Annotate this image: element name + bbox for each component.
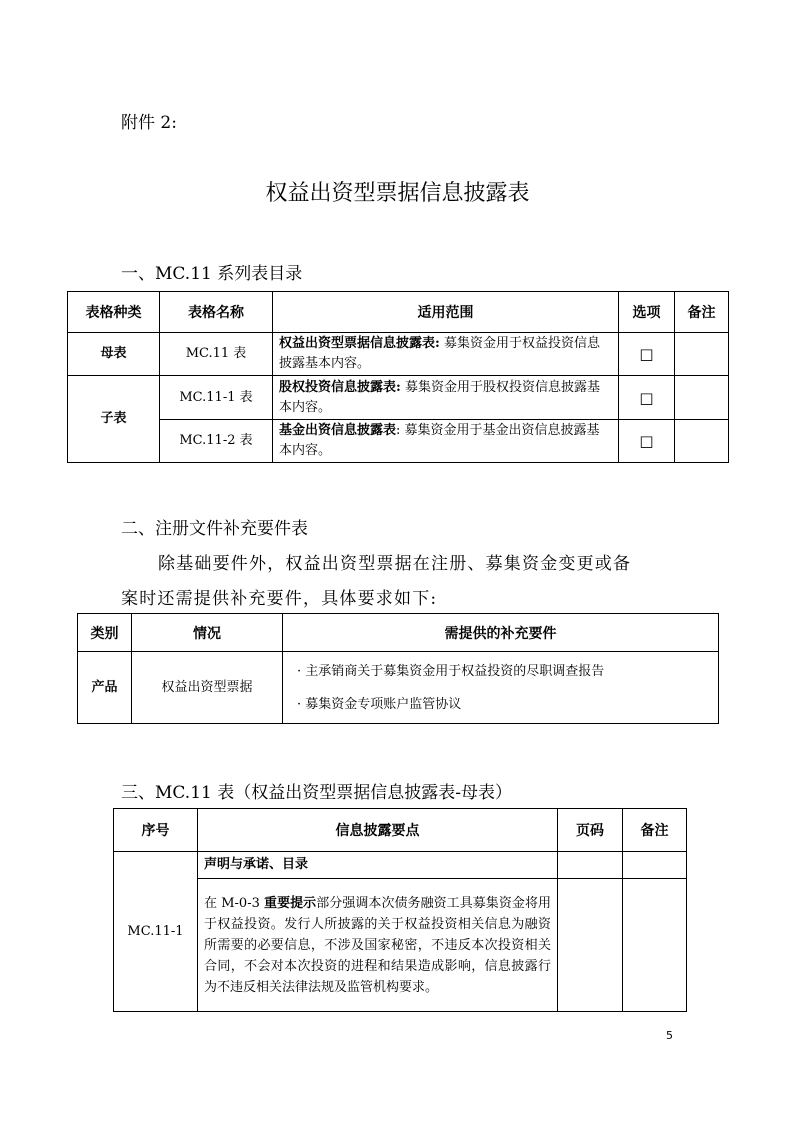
catalog-row	[68, 420, 729, 463]
catalog-header-scope: 适用范围	[273, 292, 619, 333]
catalog-header-row	[68, 292, 729, 333]
disclosure-header-page: 页码	[558, 809, 623, 852]
catalog-scope-text: : 募集资金用于基金出资信息披露基本内容。	[279, 423, 600, 458]
catalog-row	[68, 333, 729, 376]
supplement-situation: 权益出资型票据	[132, 652, 283, 724]
disclosure-number: MC.11-1	[114, 852, 198, 1012]
requirement-item: · 主承销商关于募集资金用于权益投资的尽职调查报告	[297, 663, 605, 679]
catalog-option-checkbox[interactable]: □	[619, 420, 675, 463]
catalog-scope	[273, 376, 619, 420]
catalog-form-name: MC.11 表	[160, 333, 273, 376]
supplement-table	[77, 613, 719, 724]
disclosure-point-post: 部分强调本次债务融资工具募集资金将用于权益投资。发行人所披露的关于权益投资相关信息为融资所需要的必要信息，不涉及国家秘密，不违反本次投资相关合同，不会对本次投资的进程和结果造成影响，信息披露行为不违反相关法律法规及监管机构要求。	[204, 895, 551, 995]
supplement-header-requirements: 需提供的补充要件	[283, 614, 719, 652]
catalog-scope-title: 权益出资型票据信息披露表:	[279, 336, 440, 351]
requirement-item: · 募集资金专项账户监管协议	[297, 696, 462, 712]
disclosure-header-point: 信息披露要点	[198, 809, 558, 852]
catalog-row	[68, 376, 729, 420]
catalog-scope	[273, 333, 619, 376]
disclosure-point-pre: 在 M-0-3	[204, 895, 265, 911]
catalog-header-option: 选项	[619, 292, 675, 333]
catalog-scope-title: 基金出资信息披露表	[279, 423, 397, 438]
disclosure-header-number: 序号	[114, 809, 198, 852]
catalog-kind: 母表	[68, 333, 160, 376]
catalog-header-remark: 备注	[675, 292, 729, 333]
section2-paragraph-line1: 除基础要件外，权益出资型票据在注册、募集资金变更或备	[158, 554, 632, 574]
catalog-table	[67, 291, 729, 463]
catalog-remark	[675, 333, 729, 376]
catalog-kind: 子表	[68, 376, 160, 463]
catalog-remark	[675, 420, 729, 463]
document-title: 权益出资型票据信息披露表	[265, 181, 530, 206]
disclosure-header-row	[114, 809, 687, 852]
supplement-row	[78, 652, 719, 724]
supplement-header-category: 类别	[78, 614, 132, 652]
catalog-scope-text: 募集资金用于权益投资信息披露基本内容。	[279, 336, 600, 371]
disclosure-remark	[623, 852, 687, 879]
section1-heading: 一、MC.11 系列表目录	[121, 264, 303, 284]
catalog-form-name: MC.11-1 表	[160, 376, 273, 420]
attachment-label: 附件 2:	[121, 113, 177, 133]
supplement-requirements	[283, 652, 719, 724]
catalog-header-kind: 表格种类	[68, 292, 160, 333]
supplement-header-situation: 情况	[132, 614, 283, 652]
supplement-category: 产品	[78, 652, 132, 724]
disclosure-row	[114, 879, 687, 1012]
section2-heading: 二、注册文件补充要件表	[121, 519, 308, 539]
disclosure-point-emphasis: 重要提示	[264, 895, 317, 911]
section3-heading: 三、MC.11 表（权益出资型票据信息披露表-母表）	[121, 783, 512, 803]
catalog-option-checkbox[interactable]: □	[619, 376, 675, 420]
disclosure-point-title: 声明与承诺、目录	[198, 852, 558, 879]
catalog-header-name: 表格名称	[160, 292, 273, 333]
disclosure-point-body	[198, 879, 558, 1012]
disclosure-table	[113, 808, 687, 1012]
catalog-form-name: MC.11-2 表	[160, 420, 273, 463]
disclosure-page	[558, 852, 623, 879]
disclosure-row	[114, 852, 687, 879]
catalog-scope	[273, 420, 619, 463]
catalog-remark	[675, 376, 729, 420]
disclosure-page	[558, 879, 623, 1012]
section2-paragraph-line2: 案时还需提供补充要件，具体要求如下:	[121, 589, 438, 609]
disclosure-header-remark: 备注	[623, 809, 687, 852]
catalog-scope-text: 募集资金用于股权投资信息披露基本内容。	[279, 379, 600, 415]
page-number: 5	[666, 1029, 673, 1042]
supplement-header-row	[78, 614, 719, 652]
disclosure-remark	[623, 879, 687, 1012]
catalog-option-checkbox[interactable]: □	[619, 333, 675, 376]
catalog-scope-title: 股权投资信息披露表:	[279, 379, 401, 395]
